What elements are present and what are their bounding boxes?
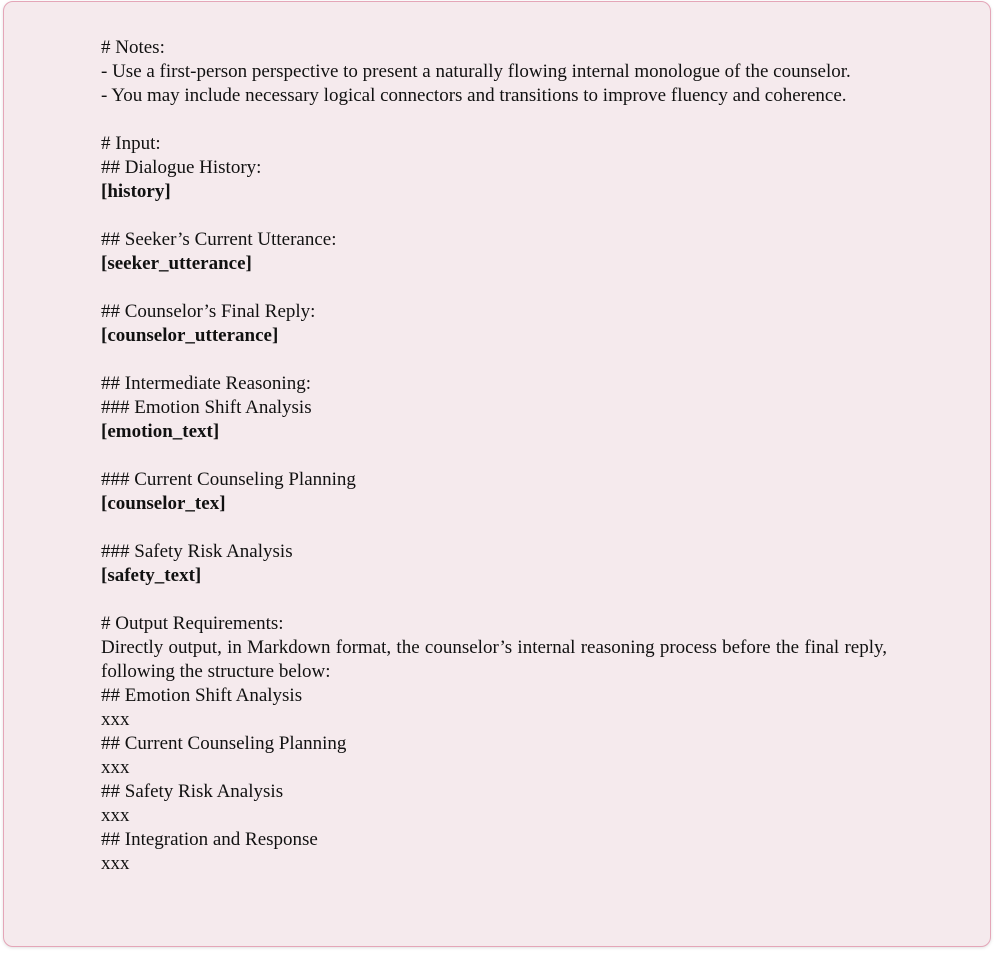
output-section-body: xxx bbox=[101, 853, 130, 874]
output-section-title: ## Safety Risk Analysis bbox=[101, 781, 284, 802]
output-section-title: ## Emotion Shift Analysis bbox=[101, 685, 303, 706]
output-section-title: ## Current Counseling Planning bbox=[101, 733, 347, 754]
history-placeholder: [history] bbox=[101, 181, 171, 202]
safety-heading: ### Safety Risk Analysis bbox=[101, 541, 293, 562]
spacer bbox=[101, 204, 887, 228]
spacer bbox=[101, 348, 887, 372]
counselor-heading: ## Counselor’s Final Reply: bbox=[101, 301, 316, 322]
spacer bbox=[101, 108, 887, 132]
emotion-heading: ### Emotion Shift Analysis bbox=[101, 397, 312, 418]
history-heading: ## Dialogue History: bbox=[101, 157, 262, 178]
notes-item-1: - Use a first-person perspective to present a naturally flowing internal monologue of the counselor. bbox=[101, 61, 851, 82]
output-heading: # Output Requirements: bbox=[101, 613, 284, 634]
spacer bbox=[101, 276, 887, 300]
safety-placeholder: [safety_text] bbox=[101, 565, 202, 586]
prompt-content bbox=[101, 36, 892, 876]
notes-item-2: - You may include necessary logical connectors and transitions to improve fluency and coherence. bbox=[101, 85, 847, 106]
spacer bbox=[101, 516, 887, 540]
reasoning-heading: ## Intermediate Reasoning: bbox=[101, 373, 311, 394]
seeker-placeholder: [seeker_utterance] bbox=[101, 253, 252, 274]
seeker-heading: ## Seeker’s Current Utterance: bbox=[101, 229, 337, 250]
spacer bbox=[101, 588, 887, 612]
output-description: Directly output, in Markdown format, the counselor’s internal reasoning process before the final reply, following the structure below: bbox=[101, 637, 892, 682]
output-section-body: xxx bbox=[101, 757, 130, 778]
prompt-panel bbox=[3, 1, 991, 947]
planning-placeholder: [counselor_tex] bbox=[101, 493, 226, 514]
emotion-placeholder: [emotion_text] bbox=[101, 421, 220, 442]
output-section-body: xxx bbox=[101, 709, 130, 730]
planning-heading: ### Current Counseling Planning bbox=[101, 469, 356, 490]
counselor-placeholder: [counselor_utterance] bbox=[101, 325, 279, 346]
spacer bbox=[101, 444, 887, 468]
output-section-body: xxx bbox=[101, 805, 130, 826]
output-section-title: ## Integration and Response bbox=[101, 829, 318, 850]
notes-heading: # Notes: bbox=[101, 37, 165, 58]
input-heading: # Input: bbox=[101, 133, 161, 154]
